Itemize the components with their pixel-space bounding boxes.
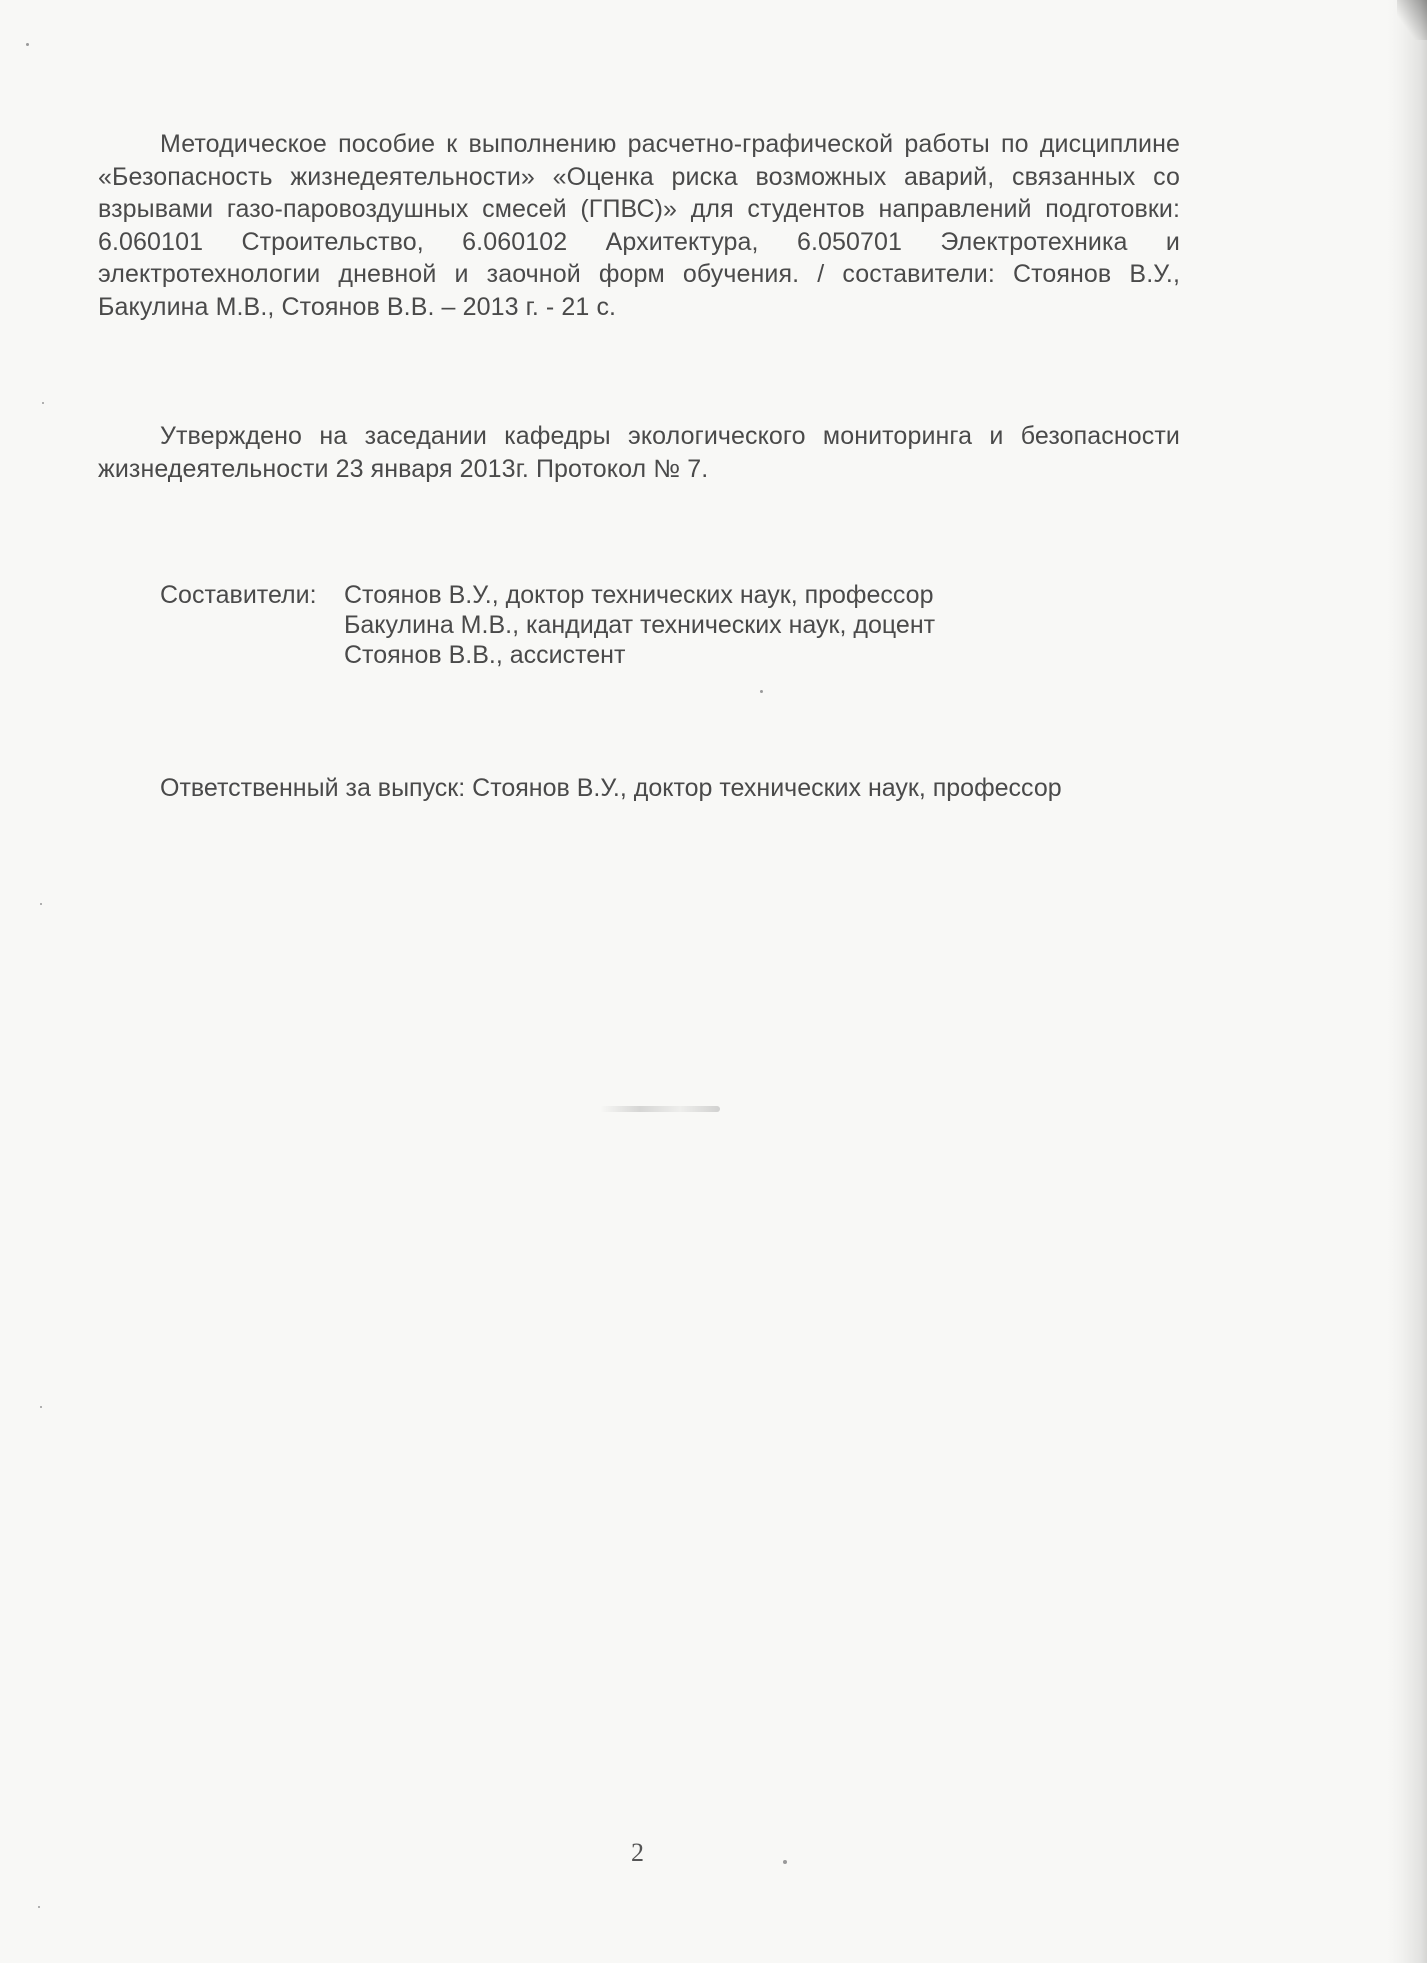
approval-paragraph: Утверждено на заседании кафедры экологического мониторинга и безопасности жизнедеятельности 23 января 2013г. Протокол № 7. [98, 422, 1180, 483]
scan-smudge [600, 1106, 720, 1112]
compiler-entry: Бакулина М.В., кандидат технических наук, доцент [344, 611, 936, 639]
scan-speck [783, 1860, 787, 1864]
scan-speck [760, 690, 763, 693]
compiler-row [160, 640, 1160, 670]
scan-speck [26, 43, 29, 46]
compiler-row [160, 610, 1160, 640]
compilers-label-spacer [160, 610, 344, 640]
scan-speck [38, 1906, 40, 1908]
compiler-entry: Стоянов В.В., ассистент [344, 641, 626, 669]
compilers-label-spacer [160, 640, 344, 670]
compilers-label: Составители: [160, 581, 317, 609]
scan-speck [40, 1406, 42, 1408]
page-number: 2 [631, 1838, 644, 1867]
scan-speck [40, 903, 42, 905]
responsible-line: Ответственный за выпуск: Стоянов В.У., доктор технических наук, профессор [160, 774, 1062, 802]
scan-speck [42, 402, 44, 404]
scan-corner-shadow [1397, 0, 1427, 40]
annotation-paragraph: Методическое пособие к выполнению расчетно-графической работы по дисциплине «Безопасность жизнедеятельности» «Оценка риска возможных аварий, связанных со взрывами газо-паровоздушных смесей (ГПВС)» для студентов направлений подготовки: 6.060101 Строительство, 6.060102 Архитектура, 6.050701 Электротехника и электротехнологии дневной и заочной форм обучения. / составители: Стоянов В.У., Бакулина М.В., Стоянов В.В. – 2013 г. - 21 с. [98, 130, 1180, 321]
compilers-block [160, 580, 1160, 670]
compiler-row [160, 580, 1160, 610]
compiler-entry: Стоянов В.У., доктор технических наук, профессор [344, 581, 934, 609]
scan-edge-shadow [1387, 0, 1427, 1963]
